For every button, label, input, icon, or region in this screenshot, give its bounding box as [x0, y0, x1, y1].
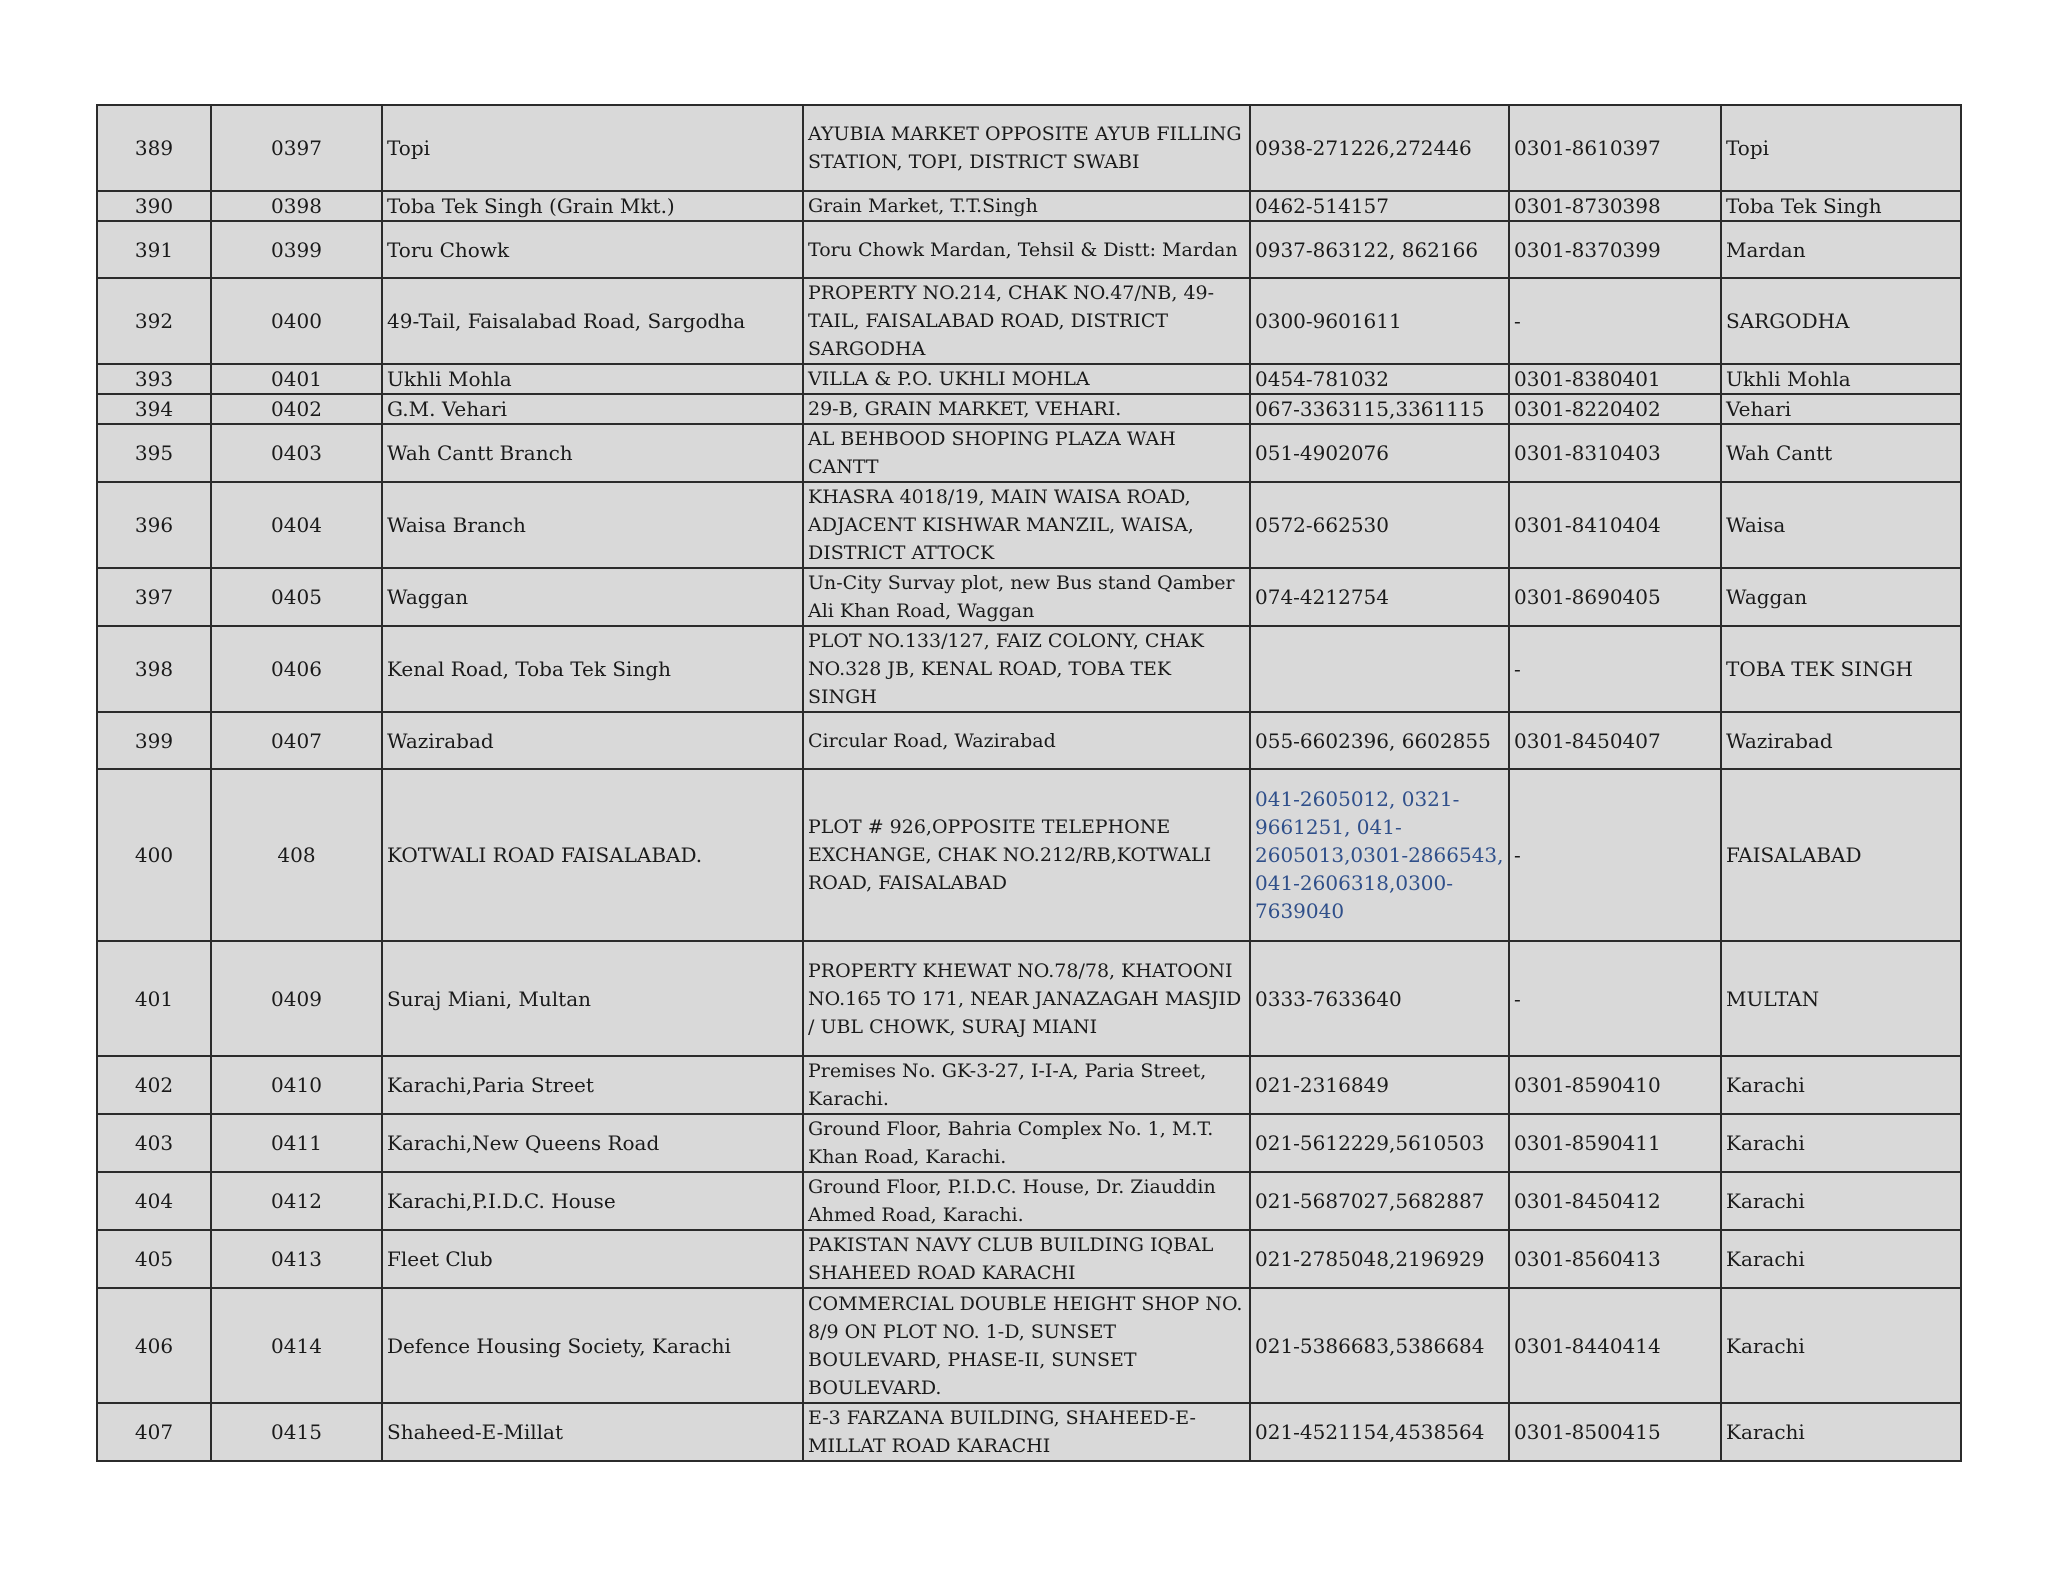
branch-phone: 021-5386683,5386684: [1250, 1288, 1509, 1403]
branch-name: Waisa Branch: [382, 482, 803, 568]
branch-phone: [1250, 626, 1509, 712]
branch-fax: 0301-8450407: [1509, 712, 1721, 769]
table-row: [97, 941, 1961, 1056]
branch-city: TOBA TEK SINGH: [1721, 626, 1961, 712]
branch-name: Shaheed-E-Millat: [382, 1403, 803, 1461]
row-number: 397: [97, 568, 211, 626]
branch-code: 0404: [211, 482, 382, 568]
branch-address: 29-B, GRAIN MARKET, VEHARI.: [803, 394, 1250, 424]
row-number: 390: [97, 191, 211, 221]
table-row: [97, 1056, 1961, 1114]
branch-code: 0412: [211, 1172, 382, 1230]
table-row: [97, 191, 1961, 221]
branch-fax: 0301-8690405: [1509, 568, 1721, 626]
row-number: 393: [97, 364, 211, 394]
branch-address: PROPERTY NO.214, CHAK NO.47/NB, 49-TAIL, FAISALABAD ROAD, DISTRICT SARGODHA: [803, 278, 1250, 364]
branch-fax: -: [1509, 278, 1721, 364]
branch-phone: 021-5687027,5682887: [1250, 1172, 1509, 1230]
branch-code: 0410: [211, 1056, 382, 1114]
table-row: [97, 769, 1961, 941]
branch-city: Vehari: [1721, 394, 1961, 424]
branch-address: Premises No. GK-3-27, I-I-A, Paria Street, Karachi.: [803, 1056, 1250, 1114]
branch-address: COMMERCIAL DOUBLE HEIGHT SHOP NO. 8/9 ON PLOT NO. 1-D, SUNSET BOULEVARD, PHASE-II, SUNSET BOULEVARD.: [803, 1288, 1250, 1403]
row-number: 398: [97, 626, 211, 712]
branch-code: 0401: [211, 364, 382, 394]
branch-city: Waisa: [1721, 482, 1961, 568]
row-number: 406: [97, 1288, 211, 1403]
branch-phone: 074-4212754: [1250, 568, 1509, 626]
branch-address: PAKISTAN NAVY CLUB BUILDING IQBAL SHAHEED ROAD KARACHI: [803, 1230, 1250, 1288]
branch-address: VILLA & P.O. UKHLI MOHLA: [803, 364, 1250, 394]
branch-city: Ukhli Mohla: [1721, 364, 1961, 394]
branch-fax: 0301-8590410: [1509, 1056, 1721, 1114]
branch-code: 0405: [211, 568, 382, 626]
table-row: [97, 1288, 1961, 1403]
branch-phone: 021-2316849: [1250, 1056, 1509, 1114]
branch-name: 49-Tail, Faisalabad Road, Sargodha: [382, 278, 803, 364]
branch-city: FAISALABAD: [1721, 769, 1961, 941]
branch-name: Wah Cantt Branch: [382, 424, 803, 482]
branch-address: Circular Road, Wazirabad: [803, 712, 1250, 769]
branch-code: 0399: [211, 221, 382, 278]
branch-fax: 0301-8610397: [1509, 105, 1721, 191]
branch-fax: 0301-8730398: [1509, 191, 1721, 221]
branch-city: Topi: [1721, 105, 1961, 191]
branch-phone: 0333-7633640: [1250, 941, 1509, 1056]
table-row: [97, 1403, 1961, 1461]
branch-phone: 0938-271226,272446: [1250, 105, 1509, 191]
branch-name: Wazirabad: [382, 712, 803, 769]
table-row: [97, 1230, 1961, 1288]
branch-address: AL BEHBOOD SHOPING PLAZA WAH CANTT: [803, 424, 1250, 482]
table-row: [97, 1172, 1961, 1230]
table-row: [97, 1114, 1961, 1172]
branch-fax: 0301-8500415: [1509, 1403, 1721, 1461]
branch-city: Wazirabad: [1721, 712, 1961, 769]
branch-address: Ground Floor, Bahria Complex No. 1, M.T. Khan Road, Karachi.: [803, 1114, 1250, 1172]
branch-city: Wah Cantt: [1721, 424, 1961, 482]
branch-address: PLOT # 926,OPPOSITE TELEPHONE EXCHANGE, CHAK NO.212/RB,KOTWALI ROAD, FAISALABAD: [803, 769, 1250, 941]
branch-fax: 0301-8370399: [1509, 221, 1721, 278]
branch-address: PROPERTY KHEWAT NO.78/78, KHATOONI NO.165 TO 171, NEAR JANAZAGAH MASJID / UBL CHOWK, SURAJ MIANI: [803, 941, 1250, 1056]
branch-name: Waggan: [382, 568, 803, 626]
branch-address: Grain Market, T.T.Singh: [803, 191, 1250, 221]
branch-phone: 041-2605012, 0321-9661251, 041-2605013,0301-2866543, 041-2606318,0300-7639040: [1250, 769, 1509, 941]
branch-address: Un-City Survay plot, new Bus stand Qamber Ali Khan Road, Waggan: [803, 568, 1250, 626]
branch-code: 0414: [211, 1288, 382, 1403]
branch-code: 0402: [211, 394, 382, 424]
branch-fax: -: [1509, 941, 1721, 1056]
branch-name: G.M. Vehari: [382, 394, 803, 424]
row-number: 404: [97, 1172, 211, 1230]
table-row: [97, 364, 1961, 394]
branch-fax: 0301-8590411: [1509, 1114, 1721, 1172]
branch-code: 0397: [211, 105, 382, 191]
row-number: 389: [97, 105, 211, 191]
branch-phone: 0572-662530: [1250, 482, 1509, 568]
branch-city: Karachi: [1721, 1403, 1961, 1461]
branch-code: 0398: [211, 191, 382, 221]
branch-name: Karachi,Paria Street: [382, 1056, 803, 1114]
branch-fax: 0301-8410404: [1509, 482, 1721, 568]
row-number: 405: [97, 1230, 211, 1288]
branch-fax: 0301-8380401: [1509, 364, 1721, 394]
branch-name: Ukhli Mohla: [382, 364, 803, 394]
table-row: [97, 221, 1961, 278]
row-number: 400: [97, 769, 211, 941]
branch-address: Ground Floor, P.I.D.C. House, Dr. Ziauddin Ahmed Road, Karachi.: [803, 1172, 1250, 1230]
branch-fax: 0301-8310403: [1509, 424, 1721, 482]
row-number: 395: [97, 424, 211, 482]
branch-name: Toru Chowk: [382, 221, 803, 278]
table-row: [97, 394, 1961, 424]
branch-address: E-3 FARZANA BUILDING, SHAHEED-E-MILLAT ROAD KARACHI: [803, 1403, 1250, 1461]
row-number: 396: [97, 482, 211, 568]
branch-address: Toru Chowk Mardan, Tehsil & Distt: Mardan: [803, 221, 1250, 278]
branch-city: Toba Tek Singh: [1721, 191, 1961, 221]
branch-address: AYUBIA MARKET OPPOSITE AYUB FILLING STATION, TOPI, DISTRICT SWABI: [803, 105, 1250, 191]
branch-table: [96, 104, 1962, 1462]
branch-name: Toba Tek Singh (Grain Mkt.): [382, 191, 803, 221]
branch-city: Karachi: [1721, 1056, 1961, 1114]
branch-fax: 0301-8450412: [1509, 1172, 1721, 1230]
branch-code: 0406: [211, 626, 382, 712]
row-number: 401: [97, 941, 211, 1056]
row-number: 399: [97, 712, 211, 769]
branch-phone: 0462-514157: [1250, 191, 1509, 221]
table-row: [97, 568, 1961, 626]
branch-fax: 0301-8220402: [1509, 394, 1721, 424]
table-row: [97, 712, 1961, 769]
table-row: [97, 105, 1961, 191]
branch-code: 0413: [211, 1230, 382, 1288]
row-number: 407: [97, 1403, 211, 1461]
branch-city: MULTAN: [1721, 941, 1961, 1056]
branch-phone: 051-4902076: [1250, 424, 1509, 482]
branch-name: Topi: [382, 105, 803, 191]
branch-name: KOTWALI ROAD FAISALABAD.: [382, 769, 803, 941]
branch-phone: 021-5612229,5610503: [1250, 1114, 1509, 1172]
table-row: [97, 424, 1961, 482]
branch-code: 0407: [211, 712, 382, 769]
row-number: 402: [97, 1056, 211, 1114]
branch-fax: -: [1509, 769, 1721, 941]
branch-name: Defence Housing Society, Karachi: [382, 1288, 803, 1403]
branch-code: 408: [211, 769, 382, 941]
branch-name: Kenal Road, Toba Tek Singh: [382, 626, 803, 712]
row-number: 392: [97, 278, 211, 364]
branch-city: Karachi: [1721, 1172, 1961, 1230]
branch-fax: 0301-8440414: [1509, 1288, 1721, 1403]
branch-name: Karachi,New Queens Road: [382, 1114, 803, 1172]
table-row: [97, 278, 1961, 364]
branch-phone: 067-3363115,3361115: [1250, 394, 1509, 424]
branch-city: Mardan: [1721, 221, 1961, 278]
branch-phone: 055-6602396, 6602855: [1250, 712, 1509, 769]
branch-city: Karachi: [1721, 1230, 1961, 1288]
branch-phone: 021-2785048,2196929: [1250, 1230, 1509, 1288]
branch-code: 0415: [211, 1403, 382, 1461]
table-row: [97, 626, 1961, 712]
branch-name: Suraj Miani, Multan: [382, 941, 803, 1056]
branch-code: 0400: [211, 278, 382, 364]
branch-address: PLOT NO.133/127, FAIZ COLONY, CHAK NO.328 JB, KENAL ROAD, TOBA TEK SINGH: [803, 626, 1250, 712]
branch-city: SARGODHA: [1721, 278, 1961, 364]
branch-code: 0409: [211, 941, 382, 1056]
row-number: 403: [97, 1114, 211, 1172]
branch-code: 0411: [211, 1114, 382, 1172]
branch-fax: -: [1509, 626, 1721, 712]
branch-phone: 0300-9601611: [1250, 278, 1509, 364]
branch-fax: 0301-8560413: [1509, 1230, 1721, 1288]
branch-phone: 0454-781032: [1250, 364, 1509, 394]
branch-city: Waggan: [1721, 568, 1961, 626]
branch-phone: 0937-863122, 862166: [1250, 221, 1509, 278]
branch-name: Fleet Club: [382, 1230, 803, 1288]
branch-address: KHASRA 4018/19, MAIN WAISA ROAD, ADJACENT KISHWAR MANZIL, WAISA, DISTRICT ATTOCK: [803, 482, 1250, 568]
branch-code: 0403: [211, 424, 382, 482]
table-row: [97, 482, 1961, 568]
row-number: 394: [97, 394, 211, 424]
branch-phone: 021-4521154,4538564: [1250, 1403, 1509, 1461]
branch-city: Karachi: [1721, 1288, 1961, 1403]
branch-name: Karachi,P.I.D.C. House: [382, 1172, 803, 1230]
row-number: 391: [97, 221, 211, 278]
branch-city: Karachi: [1721, 1114, 1961, 1172]
